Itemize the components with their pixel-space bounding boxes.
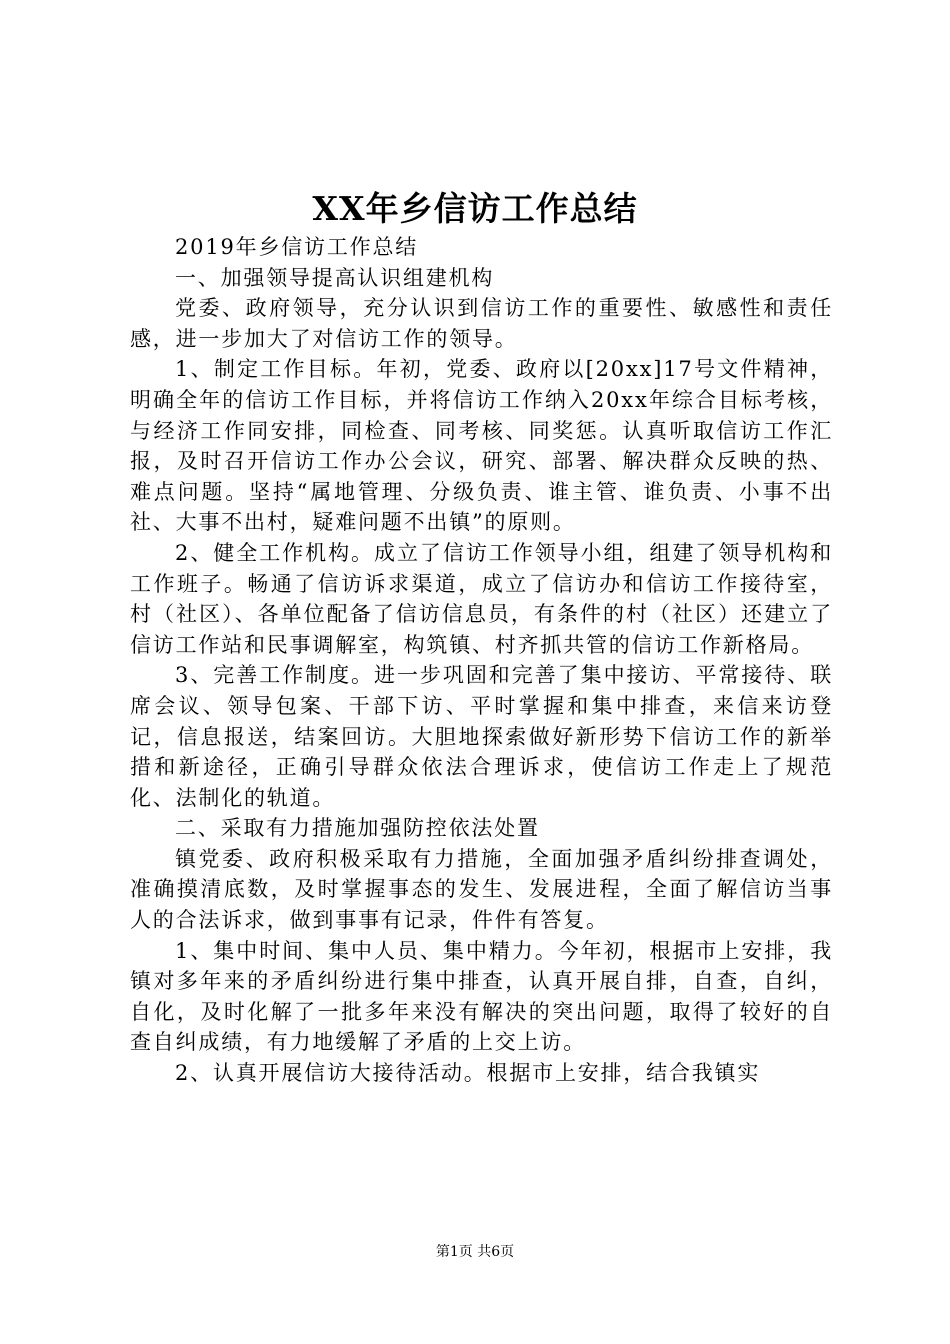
page-footer: 第1页 共6页 (435, 1244, 515, 1260)
section-heading-1: 一、加强领导提高认识组建机构 (175, 265, 495, 290)
document-title: XX年乡信访工作总结 (312, 189, 638, 228)
section-heading-2: 二、采取有力措施加强防控依法处置 (175, 816, 540, 841)
paragraph-subtitle: 2019年乡信访工作总结 (175, 235, 419, 259)
paragraph: 2、健全工作机构。成立了信访工作领导小组，组建了领导机构和工作班子。畅通了信访诉求渠道，成立了信访办和信访工作接待室，村（社区）、各单位配备了信访信息员，有条件的村（社区）还建立了信访工作站和民事调解室，构筑镇、村齐抓共管的信访工作新格局。 (130, 540, 833, 657)
paragraph: 党委、政府领导，充分认识到信访工作的重要性、敏感性和责任感，进一步加大了对信访工作的领导。 (130, 296, 833, 351)
paragraph: 1、集中时间、集中人员、集中精力。今年初，根据市上安排，我镇对多年来的矛盾纠纷进行集中排查，认真开展自排，自查，自纠，自化，及时化解了一批多年来没有解决的突出问题，取得了较好的自查自纠成绩，有力地缓解了矛盾的上交上访。 (130, 938, 833, 1055)
paragraph: 3、完善工作制度。进一步巩固和完善了集中接访、平常接待、联席会议、领导包案、干部下访、平时掌握和集中排查，来信来访登记，信息报送，结案回访。大胆地探索做好新形势下信访工作的新举措和新途径，正确引导群众依法合理诉求，使信访工作走上了规范化、法制化的轨道。 (130, 663, 833, 810)
paragraph: 2、认真开展信访大接待活动。根据市上安排，结合我镇实 (175, 1061, 761, 1086)
paragraph: 1、制定工作目标。年初，党委、政府以[20xx]17号文件精神，明确全年的信访工作目标，并将信访工作纳入20xx年综合目标考核，与经济工作同安排，同检查、同考核、同奖惩。认真听取信访工作汇报，及时召开信访工作办公会议，研究、部署、解决群众反映的热、难点问题。坚持“属地管理、分级负责、谁主管、谁负责、小事不出社、大事不出村，疑难问题不出镇”的原则。 (130, 357, 833, 535)
paragraph: 镇党委、政府积极采取有力措施，全面加强矛盾纠纷排查调处，准确摸清底数，及时掌握事态的发生、发展进程，全面了解信访当事人的合法诉求，做到事事有记录，件件有答复。 (130, 846, 833, 933)
document-body (130, 232, 833, 1089)
